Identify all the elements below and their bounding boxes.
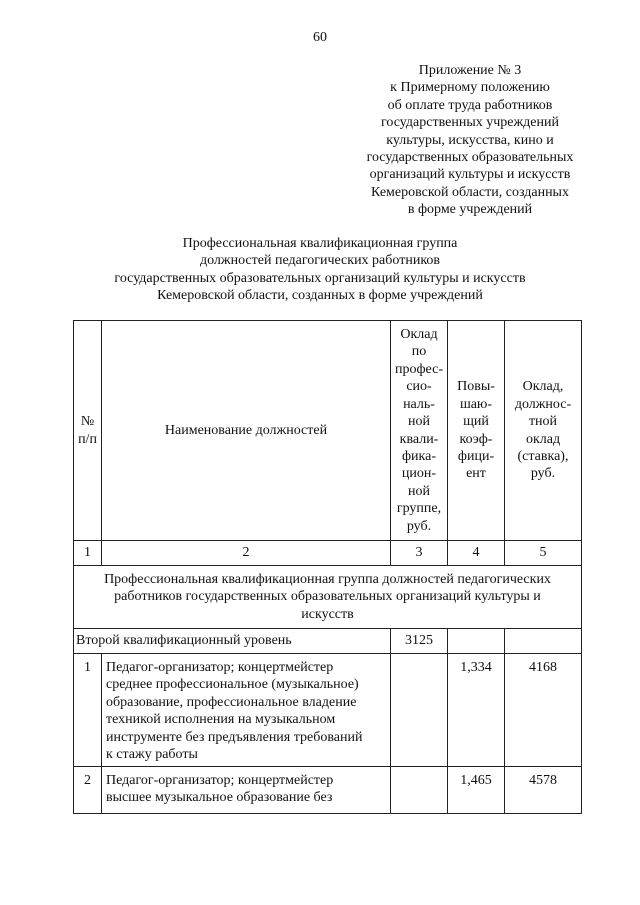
column-numbers-row (74, 541, 582, 566)
group-salary-cell (391, 654, 448, 767)
qualification-level-name: Второй квалификационный уровень (74, 629, 391, 654)
appendix-line: об оплате труда работников (387, 97, 553, 113)
appendix-line: государственных образовательных (366, 150, 574, 166)
qualification-level-row (74, 629, 582, 654)
group-title-row (74, 566, 582, 629)
header-position-name: Наименование должностей (102, 321, 391, 541)
position-description: Педагог-организатор; концертмейстер среднее профессиональное (музыкальное) образование, профессиональное владение техникой исполнения на музыкальном инструменте без предъявления требований к стажу работы (102, 654, 391, 767)
group-title: Профессиональная квалификационная группа должностей педагогических работников государственных образовательных организаций культуры и искусств (74, 566, 582, 629)
table-row (74, 654, 582, 767)
salary-cell: 4578 (505, 767, 582, 814)
table-header-row (74, 321, 582, 541)
appendix-line: в форме учреждений (407, 202, 533, 218)
salary-cell: 4168 (505, 654, 582, 767)
appendix-line: Кемеровской области, созданных (371, 184, 569, 200)
salary-table (73, 320, 582, 814)
column-number: 1 (74, 541, 102, 566)
appendix-line: Приложение № 3 (418, 63, 522, 78)
title-line: должностей педагогических работников (199, 253, 441, 269)
header-salary: Оклад, должнос- тной оклад (ставка), руб. (505, 321, 582, 541)
column-number: 2 (102, 541, 391, 566)
empty-cell (448, 629, 505, 654)
appendix-note (340, 62, 600, 219)
column-number: 3 (391, 541, 448, 566)
empty-cell (505, 629, 582, 654)
page-number: 60 (313, 30, 327, 45)
appendix-line: к Примерному положению (390, 80, 550, 96)
header-group-salary: Оклад по профес- сио- наль- ной квали- фика- цион- ной группе, руб. (391, 321, 448, 541)
title-line: Профессиональная квалификационная группа (182, 236, 458, 251)
title-line: Кемеровской области, созданных в форме учреждений (157, 288, 483, 304)
row-number: 1 (74, 654, 102, 767)
column-number: 5 (505, 541, 582, 566)
coefficient-cell: 1,465 (448, 767, 505, 814)
column-number: 4 (448, 541, 505, 566)
appendix-line: организаций культуры и искусств (369, 167, 571, 183)
coefficient-cell: 1,334 (448, 654, 505, 767)
header-coefficient: Повы- шаю- щий коэф- фици- ент (448, 321, 505, 541)
document-title (40, 235, 600, 305)
row-number: 2 (74, 767, 102, 814)
position-description: Педагог-организатор; концертмейстер высшее музыкальное образование без (102, 767, 391, 814)
qualification-level-salary: 3125 (391, 629, 448, 654)
appendix-line: культуры, искусства, кино и (386, 132, 554, 148)
group-salary-cell (391, 767, 448, 814)
table-row (74, 767, 582, 814)
title-line: государственных образовательных организаций культуры и искусств (114, 270, 526, 286)
header-number: № п/п (74, 321, 102, 541)
appendix-line: государственных учреждений (381, 115, 559, 131)
